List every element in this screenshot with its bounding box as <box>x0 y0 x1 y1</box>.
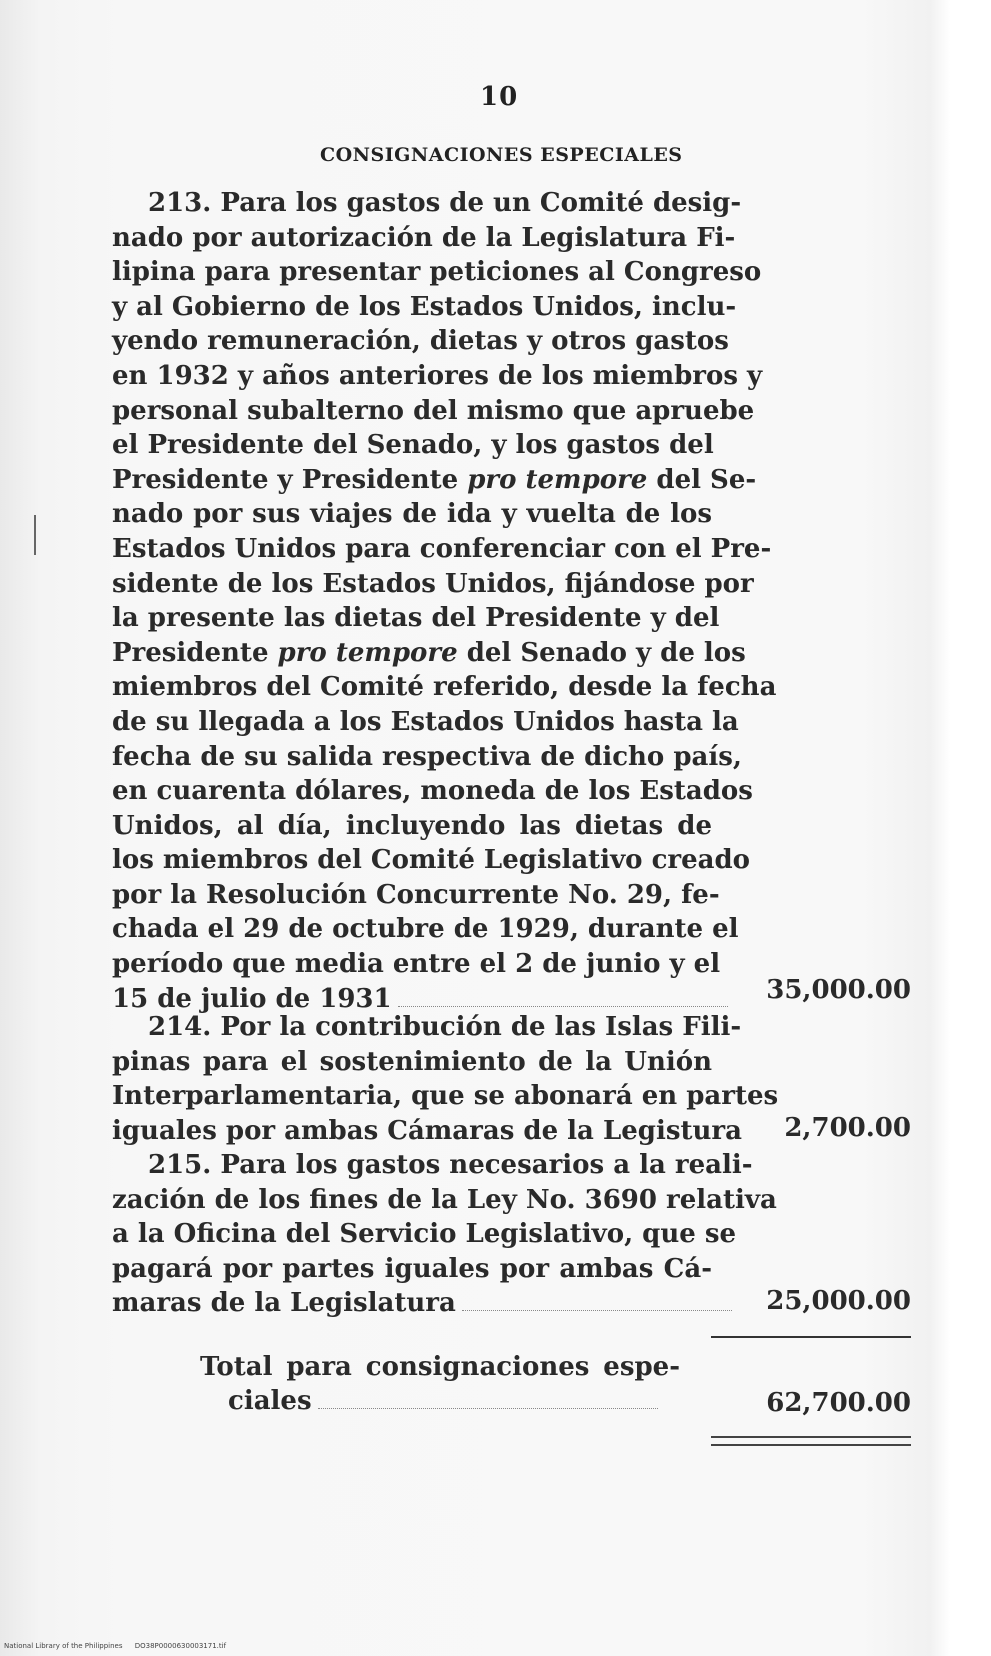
item-214-amount: 2,700.00 <box>784 1113 911 1143</box>
text-line: y al Gobierno de los Estados Unidos, inclu- <box>112 291 737 322</box>
text-line: yendo remuneración, dietas y otros gastos <box>112 326 729 357</box>
total-label <box>200 1350 680 1418</box>
text-line: nado por autorización de la Legislatura Fi- <box>112 222 736 253</box>
item-215-text <box>112 1148 777 1321</box>
text-line: Estados Unidos para conferenciar con el Pre- <box>112 533 772 564</box>
text-line: por la Resolución Concurrente No. 29, fe- <box>112 879 720 910</box>
total-line-1: Total para consignaciones espe- <box>200 1352 680 1382</box>
dot-leader <box>462 1309 732 1311</box>
dot-leader <box>398 1005 728 1007</box>
text-line: Presidente y Presidente pro tempore del Se- <box>112 464 757 495</box>
text-line: 215. Para los gastos necesarios a la reali- <box>148 1150 753 1180</box>
text-line: los miembros del Comité Legislativo creado <box>112 845 751 876</box>
text-line: a la Oficina del Servicio Legislativo, que se <box>112 1219 737 1250</box>
text-line: zación de los fines de la Ley No. 3690 relativa <box>112 1184 777 1215</box>
text-line: 213. Para los gastos de un Comité desig- <box>148 188 742 218</box>
text-line: chada el 29 de octubre de 1929, durante el <box>112 914 739 945</box>
text-line: pinas para el sostenimiento de la Unión <box>112 1046 712 1077</box>
text-line: lipina para presentar peticiones al Congreso <box>112 257 762 288</box>
item-213-text <box>112 186 777 1016</box>
text-line: personal subalterno del mismo que apruebe <box>112 395 755 426</box>
text-line: en 1932 y años anteriores de los miembros y <box>112 360 763 391</box>
text-line: período que media entre el 2 de junio y el <box>112 949 721 980</box>
text-line: fecha de su salida respectiva de dicho país, <box>112 741 742 772</box>
text-line: 15 de julio de 1931 <box>112 983 392 1014</box>
text-line: maras de la Legislatura <box>112 1288 456 1319</box>
item-215-amount: 25,000.00 <box>766 1286 911 1316</box>
text-line: Unidos, al día, incluyendo las dietas de <box>112 810 712 841</box>
library-credit: National Library of the Philippines <box>4 1642 123 1650</box>
dot-leader <box>318 1407 658 1409</box>
text-line: 214. Por la contribución de las Islas Fili- <box>148 1012 742 1042</box>
subtotal-rule <box>711 1336 911 1338</box>
margin-mark <box>34 515 36 555</box>
text-line: sidente de los Estados Unidos, fijándose por <box>112 568 754 599</box>
section-heading: CONSIGNACIONES ESPECIALES <box>320 144 683 166</box>
text-line: pagará por partes iguales por ambas Cá- <box>112 1253 712 1284</box>
scan-code: DO38P0000630003171.tif <box>134 1642 227 1650</box>
total-line-2-text: ciales <box>228 1386 312 1416</box>
scan-footer <box>4 1642 236 1650</box>
page-edge <box>961 0 991 1656</box>
text-line: miembros del Comité referido, desde la fecha <box>112 672 777 703</box>
text-line: Presidente pro tempore del Senado y de los <box>112 637 746 668</box>
item-214-text <box>112 1010 779 1148</box>
text-line: de su llegada a los Estados Unidos hasta la <box>112 706 739 737</box>
page-number: 10 <box>480 82 519 112</box>
text-line: iguales por ambas Cámaras de la Legistura <box>112 1115 742 1146</box>
item-213-amount: 35,000.00 <box>766 975 911 1005</box>
total-amount: 62,700.00 <box>766 1388 911 1418</box>
text-line: nado por sus viajes de ida y vuelta de los <box>112 499 712 530</box>
text-line: el Presidente del Senado, y los gastos del <box>112 430 714 461</box>
text-line: Interparlamentaria, que se abonará en partes <box>112 1081 779 1112</box>
text-line: en cuarenta dólares, moneda de los Estados <box>112 776 753 807</box>
total-double-rule <box>711 1436 911 1446</box>
text-line: la presente las dietas del Presidente y del <box>112 603 720 634</box>
total-line-2 <box>200 1384 680 1418</box>
text-line-with-leader <box>112 1286 712 1321</box>
